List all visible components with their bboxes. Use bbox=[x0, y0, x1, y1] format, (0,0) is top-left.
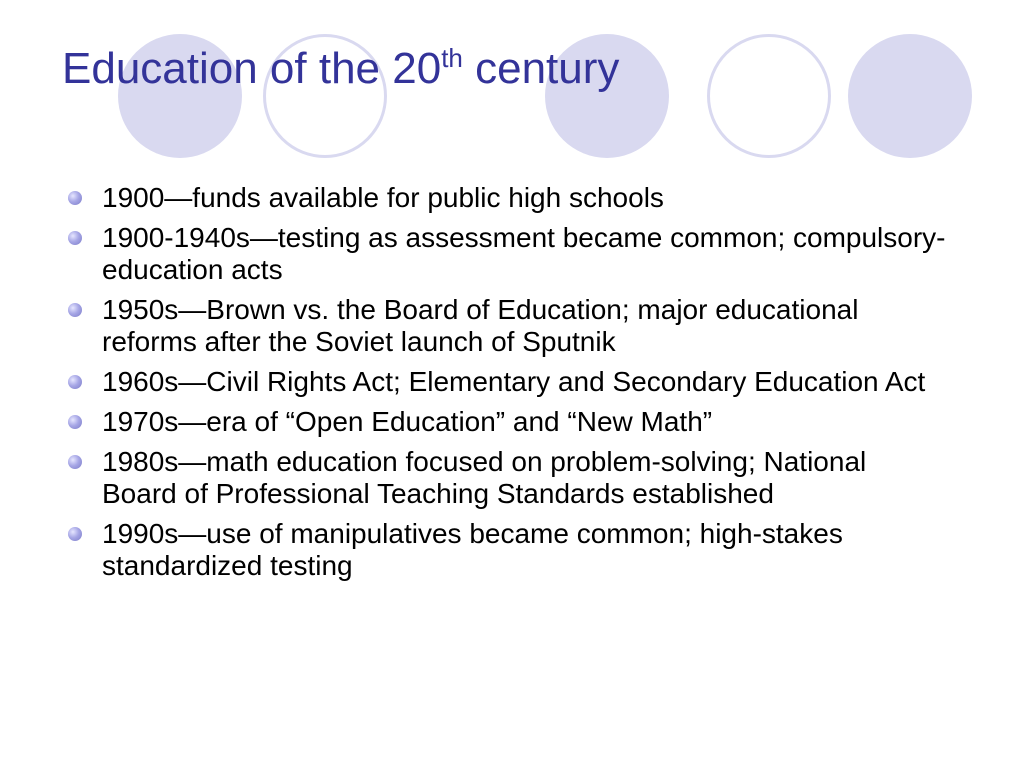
bullet-dot-icon bbox=[68, 527, 82, 541]
bullet-item bbox=[68, 406, 948, 438]
bullet-item bbox=[68, 366, 948, 398]
bullet-text: 1900-1940s—testing as assessment became common; compulsory-education acts bbox=[102, 222, 946, 285]
bullet-dot-icon bbox=[68, 231, 82, 245]
bullet-text: 1990s—use of manipulatives became common; high-stakes standardized testing bbox=[102, 518, 843, 581]
bullet-dot-icon bbox=[68, 375, 82, 389]
bullet-text: 1950s—Brown vs. the Board of Education; major educational reforms after the Soviet launch of Sputnik bbox=[102, 294, 859, 357]
bullet-dot-icon bbox=[68, 303, 82, 317]
bullet-text: 1900—funds available for public high schools bbox=[102, 182, 664, 213]
bullet-item bbox=[68, 294, 948, 358]
title-main: Education of the 20 bbox=[62, 44, 442, 93]
decorative-circle-outline bbox=[707, 34, 831, 158]
bullet-text: 1970s—era of “Open Education” and “New Math” bbox=[102, 406, 713, 437]
title-superscript: th bbox=[441, 43, 463, 73]
bullet-text: 1960s—Civil Rights Act; Elementary and Secondary Education Act bbox=[102, 366, 926, 397]
bullet-item bbox=[68, 222, 948, 286]
bullet-dot-icon bbox=[68, 415, 82, 429]
bullet-item bbox=[68, 182, 948, 214]
bullet-item bbox=[68, 446, 948, 510]
bullet-dot-icon bbox=[68, 191, 82, 205]
decorative-circle-filled bbox=[848, 34, 972, 158]
bullet-text: 1980s—math education focused on problem-solving; National Board of Professional Teaching Standards established bbox=[102, 446, 867, 509]
bullet-item bbox=[68, 518, 948, 582]
bullet-list bbox=[68, 182, 948, 590]
bullet-dot-icon bbox=[68, 455, 82, 469]
slide-title bbox=[62, 40, 619, 98]
title-suffix: century bbox=[462, 44, 620, 93]
